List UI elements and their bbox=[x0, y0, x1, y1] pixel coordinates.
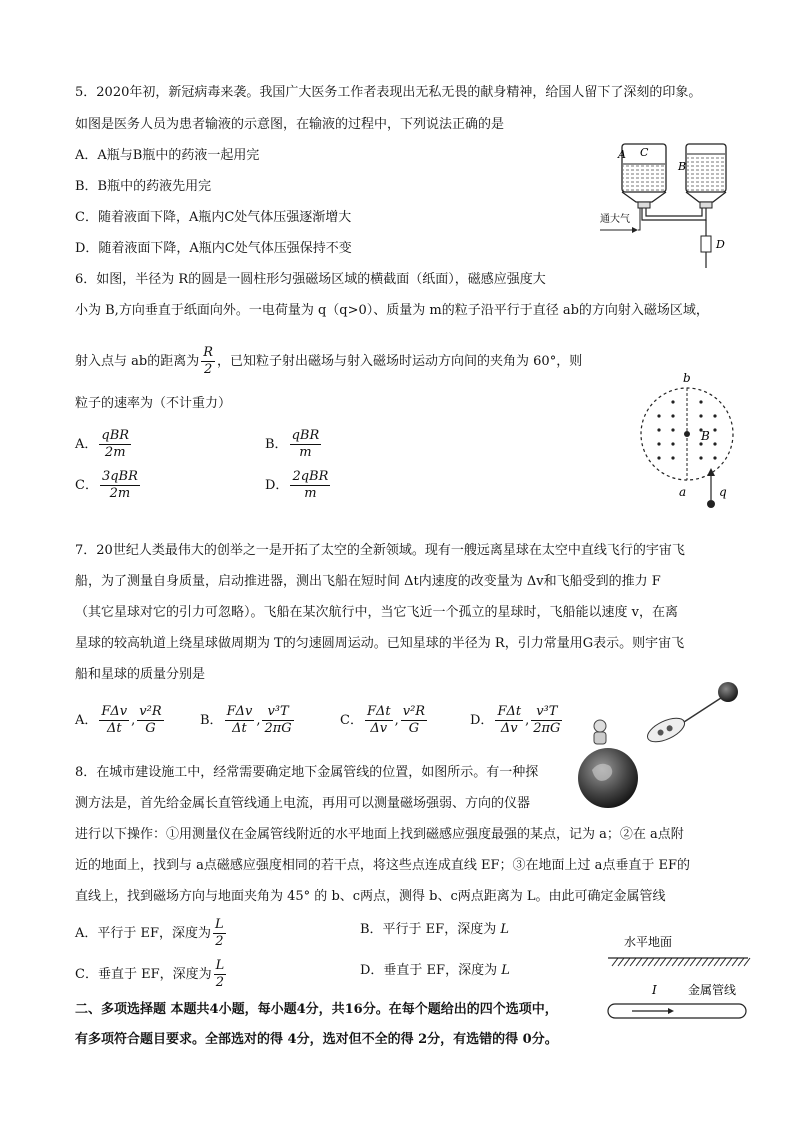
q6-magnetic-field-figure bbox=[635, 372, 745, 512]
field-dot bbox=[699, 400, 702, 403]
hatch-line bbox=[720, 958, 726, 966]
q7-stem-line-5: 船和星球的质量分别是 bbox=[75, 667, 206, 682]
hatch-line bbox=[744, 958, 750, 966]
hatch-line bbox=[702, 958, 708, 966]
hatch-line bbox=[672, 958, 678, 966]
q6-label-b: b bbox=[683, 371, 691, 385]
field-dot bbox=[713, 428, 716, 431]
hatch-line bbox=[738, 958, 744, 966]
hatch-line bbox=[612, 958, 618, 966]
field-dot bbox=[671, 442, 674, 445]
hatch-line bbox=[696, 958, 702, 966]
hatch-line bbox=[726, 958, 732, 966]
metal-pipe bbox=[608, 1004, 746, 1018]
q8-option-d: D．垂直于 EF，深度为 L bbox=[360, 963, 510, 978]
q7-option-a: A． $\frac{\text{FΔv}}{\Delta t}$ , $\frac{\text{v²R}}{G}$ bbox=[75, 704, 162, 736]
q7-stem-line-3: （其它星球对它的引力可忽略）。飞船在某次航行中，当它飞近一个孤立的星球时，飞船能以速度 v，在离 bbox=[75, 605, 678, 620]
field-dot bbox=[713, 442, 716, 445]
q7-spaceship-figure bbox=[578, 680, 748, 810]
field-dot bbox=[657, 456, 660, 459]
q8-stem-line-1: 8．在城市建设施工中，经常需要确定地下金属管线的位置，如图所示。有一种探 bbox=[75, 765, 539, 780]
field-dot bbox=[657, 442, 660, 445]
q6-label-q: q bbox=[719, 485, 727, 499]
field-dot bbox=[671, 400, 674, 403]
hatch-line bbox=[636, 958, 642, 966]
q5-option-c: C．随着液面下降，A瓶内C处气体压强逐渐增大 bbox=[75, 210, 352, 225]
q7-stem-line-2: 船，为了测量自身质量，启动推进器，测出飞船在短时间 Δt内速度的改变量为 Δv和飞船受到的推力 F bbox=[75, 574, 661, 589]
ground-hatching bbox=[612, 958, 750, 966]
spaceship-icon bbox=[644, 713, 688, 746]
field-dot bbox=[657, 428, 660, 431]
field-dot bbox=[699, 456, 702, 459]
q7-stem-line-4: 星球的较高轨道上绕星球做周期为 T的匀速圆周运动。已知星球的半径为 R，引力常量用G表示。则宇宙飞 bbox=[75, 636, 685, 651]
field-dot bbox=[671, 428, 674, 431]
q5-label-d: D bbox=[716, 238, 725, 251]
q5-option-b: B．B瓶中的药液先用完 bbox=[75, 179, 212, 194]
q5-label-c: C bbox=[640, 146, 649, 159]
hatch-line bbox=[624, 958, 630, 966]
hatch-line bbox=[642, 958, 648, 966]
q8-ground-label: 水平地面 bbox=[624, 935, 673, 949]
field-dot bbox=[657, 414, 660, 417]
hatch-line bbox=[618, 958, 624, 966]
section-2-line-1: 二、多项选择题 本题共4小题，每小题4分，共16分。在每个题给出的四个选项中， bbox=[75, 1002, 558, 1017]
q8-option-a: A．平行于 EF，深度为 $\frac{L}{2}$ bbox=[75, 917, 224, 949]
q8-stem-line-3: 进行以下操作：①用测量仪在金属管线附近的水平地面上找到磁感应强度最强的某点，记为 a；②在 a点附 bbox=[75, 827, 684, 842]
q6-stem-line-4: 粒子的速率为（不计重力） bbox=[75, 396, 232, 411]
q6-stem-3b: ，已知粒子射出磁场与射入磁场时运动方向间的夹角为 60°，则 bbox=[217, 354, 583, 369]
q6-option-a: A． $\frac{\text{qBR}}{2m}$ bbox=[75, 428, 130, 460]
q8-pipe-label: 金属管线 bbox=[688, 983, 737, 997]
field-dot bbox=[671, 456, 674, 459]
q6-option-c: C． $\frac{\text{3qBR}}{2m}$ bbox=[75, 469, 138, 501]
hatch-line bbox=[666, 958, 672, 966]
q5-option-d: D．随着液面下降，A瓶内C处气体压强保持不变 bbox=[75, 241, 352, 256]
section-2-line-2: 有多项符合题目要求。全部选对的得 4分，选对但不全的得 2分，有选错的得 0分。 bbox=[75, 1032, 558, 1047]
hatch-line bbox=[678, 958, 684, 966]
q8-option-c: C．垂直于 EF，深度为 $\frac{L}{2}$ bbox=[75, 958, 225, 990]
q5-option-a: A．A瓶与B瓶中的药液一起用完 bbox=[75, 148, 260, 163]
hatch-line bbox=[654, 958, 660, 966]
q6-option-d: D． $\frac{\text{2qBR}}{m}$ bbox=[265, 469, 329, 501]
hatch-line bbox=[630, 958, 636, 966]
q5-label-a: A bbox=[618, 148, 626, 161]
q7-option-b: B． $\frac{\text{FΔv}}{\Delta t}$ , $\frac{\text{v³T}}{2\pi G}$ bbox=[200, 704, 292, 736]
q5-label-b: B bbox=[678, 160, 687, 173]
q8-pipe-figure bbox=[604, 932, 754, 1032]
q5-stem-line-1: 5．2020年初，新冠病毒来袭。我国广大医务工作者表现出无私无畏的献身精神，给国人留下了深刻的印象。 bbox=[75, 85, 702, 100]
q6-fraction-r-over-2: $\frac{R}{2}$ bbox=[203, 345, 214, 377]
q6-label-a: a bbox=[679, 485, 687, 499]
q6-stem-3a: 射入点与 ab的距离为 bbox=[75, 354, 200, 369]
q6-stem-line-2: 小为 B,方向垂直于纸面向外。一电荷量为 q（q>0）、质量为 m的粒子沿平行于直径 ab的方向射入磁场区域， bbox=[75, 303, 709, 318]
q6-label-field: B bbox=[701, 429, 710, 443]
q6-stem-line-1: 6．如图，半径为 R的圆是一圆柱形匀强磁场区域的横截面（纸面），磁感应强度大 bbox=[75, 272, 546, 287]
q5-infusion-figure bbox=[596, 140, 736, 270]
q6-stem-line-3 bbox=[75, 345, 582, 378]
q7-option-c: C． $\frac{\text{FΔt}}{\Delta v}$ , $\frac{\text{v²R}}{G}$ bbox=[340, 704, 426, 736]
q7-stem-line-1: 7．20世纪人类最伟大的创举之一是开拓了太空的全新领域。现有一艘远离星球在太空中直线飞行的宇宙飞 bbox=[75, 543, 685, 558]
hatch-line bbox=[690, 958, 696, 966]
field-dot bbox=[713, 414, 716, 417]
star-body-icon bbox=[718, 682, 738, 702]
hatch-line bbox=[732, 958, 738, 966]
q5-stem-line-2: 如图是医务人员为患者输液的示意图，在输液的过程中，下列说法正确的是 bbox=[75, 117, 505, 132]
q6-option-b: B． $\frac{\text{qBR}}{m}$ bbox=[265, 428, 320, 460]
astronaut-icon bbox=[594, 720, 606, 744]
q7-option-d: D． $\frac{\text{FΔt}}{\Delta v}$ , $\frac{\text{v³T}}{2\pi G}$ bbox=[470, 704, 561, 736]
q8-stem-line-2: 测方法是，首先给金属长直管线通上电流，再用可以测量磁场强弱、方向的仪器 bbox=[75, 796, 531, 811]
hatch-line bbox=[684, 958, 690, 966]
hatch-line bbox=[648, 958, 654, 966]
q8-current-label: I bbox=[652, 983, 657, 997]
field-dot bbox=[713, 456, 716, 459]
hatch-line bbox=[714, 958, 720, 966]
q8-stem-line-4: 近的地面上，找到与 a点磁感应强度相同的若干点，将这些点连成直线 EF；③在地面上过 a点垂直于 EF的 bbox=[75, 858, 691, 873]
field-dot bbox=[671, 414, 674, 417]
field-dot bbox=[699, 414, 702, 417]
q8-option-b: B．平行于 EF，深度为 L bbox=[360, 922, 509, 937]
q8-stem-line-5: 直线上，找到磁场方向与地面夹角为 45° 的 b、c两点，测得 b、c两点距离为 L。由此可确定金属管线 bbox=[75, 889, 666, 904]
hatch-line bbox=[708, 958, 714, 966]
bottle-b bbox=[686, 144, 726, 208]
q5-air-label: 通大气 bbox=[600, 214, 630, 225]
hatch-line bbox=[660, 958, 666, 966]
